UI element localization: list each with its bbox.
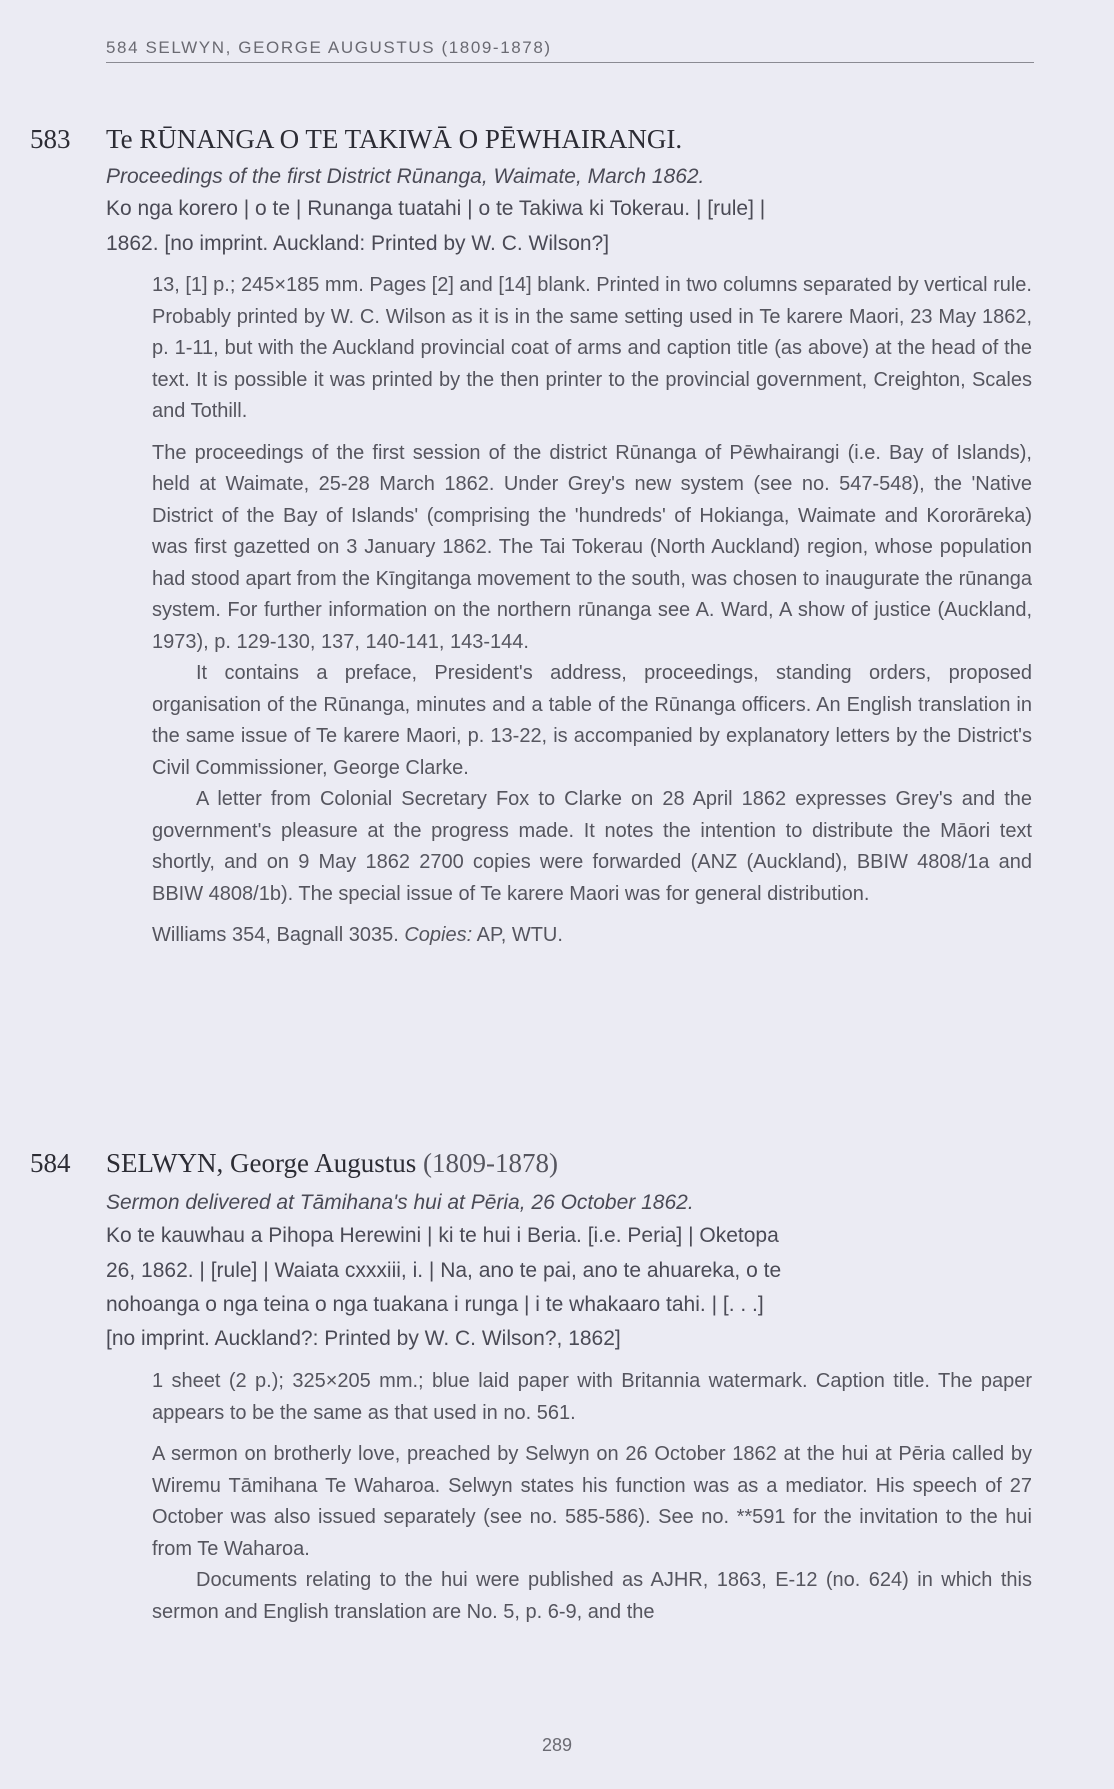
transcription-line: nohoanga o nga teina o nga tuakana i runga | i te whakaaro tahi. | [. . .] — [106, 1293, 764, 1316]
entry-body — [152, 270, 1032, 952]
transcription-text: Ko nga korero | o te | Runanga tuatahi | o te Takiwa ki Tokerau. | [rule] | — [106, 197, 766, 220]
entry-heading — [106, 1148, 1034, 1179]
transcription-line: [no imprint. Auckland?: Printed by W. C. Wilson?, 1862] — [106, 1327, 621, 1350]
entry-heading: Te RŪNANGA O TE TAKIWĀ O PĒWHAIRANGI. — [106, 124, 683, 154]
heading-dates: (1809-1878) — [422, 1148, 558, 1178]
note-paragraph: It contains a preface, President's address, proceedings, standing orders, proposed organisation of the Rūnanga, minutes and a table of the Rūnanga officers. An English translation in the same issue of Te karere Maori, p. 13-22, is accompanied by explanatory letters by the District's Civil Commissioner, George Clarke. — [152, 662, 1032, 779]
running-head: 584 SELWYN, GEORGE AUGUSTUS (1809-1878) — [106, 38, 1034, 63]
copies-locations: AP, WTU. — [476, 924, 563, 946]
entry-number: 583 — [30, 124, 71, 154]
entry-subtitle: Proceedings of the first District Rūnanga, Waimate, March 1862. — [106, 165, 705, 188]
collation-note: 1 sheet (2 p.); 325×205 mm.; blue laid paper with Britannia watermark. Caption title. The paper appears to be the same as that used in no. 561. — [152, 1370, 1032, 1424]
transcription-line: Ko te kauwhau a Pihopa Herewini | ki te hui i Beria. [i.e. Peria] | Oketopa — [106, 1224, 779, 1247]
note-paragraph: The proceedings of the first session of the district Rūnanga of Pēwhairangi (i.e. Bay of Islands), held at Waimate, 25-28 March 1862. Under Grey's new system (see no. 547-548), the 'Native District of the Bay of Islands' (comprising the 'hundreds' of Hokianga, Waimate and Kororāreka) was first gazetted on 3 January 1862. The Tai Tokerau (North Auckland) region, whose population had stood apart from the Kīngitanga movement to the south, was chosen to inaugurate the rūnanga system. For further information on the northern rūnanga see A. Ward, A show of justice (Auckland, 1973), p. 129-130, 137, 140-141, 143-144. — [152, 441, 1032, 653]
transcription-text: 1862. [no imprint. Auckland: Printed by W. C. Wilson?] — [106, 232, 610, 255]
entry-number: 584 — [30, 1148, 71, 1178]
entry-body — [152, 1366, 1032, 1628]
note-paragraph: A letter from Colonial Secretary Fox to Clarke on 28 April 1862 expresses Grey's and the government's pleasure at the progress made. It notes the intention to distribute the Māori text shortly, and on 9 May 1862 2700 copies were forwarded (ANZ (Auckland), BBIW 4808/1a and BBIW 4808/1b). The special issue of Te karere Maori was for general distribution. — [152, 788, 1032, 905]
transcription-line: 26, 1862. | [rule] | Waiata cxxxiii, i. | Na, ano te pai, ano te ahuareka, o te — [106, 1259, 782, 1282]
references — [152, 920, 1032, 952]
copies-label: Copies: — [404, 924, 473, 946]
bibliographic-references: Williams 354, Bagnall 3035. — [152, 924, 399, 946]
note-paragraph: A sermon on brotherly love, preached by Selwyn on 26 October 1862 at the hui at Pēria called by Wiremu Tāmihana Te Waharoa. Selwyn states his function was as a mediator. His speech of 27 October was also issued separately (see no. 585-586). See no. **591 for the invitation to the hui from Te Waharoa. — [152, 1443, 1032, 1560]
entry-subtitle: Sermon delivered at Tāmihana's hui at Pēria, 26 October 1862. — [106, 1191, 694, 1214]
note-paragraph: Documents relating to the hui were published as AJHR, 1863, E-12 (no. 624) in which this sermon and English translation are No. 5, p. 6-9, and the — [152, 1569, 1032, 1623]
heading-name: SELWYN, George Augustus — [106, 1148, 417, 1178]
transcription-line — [106, 228, 1034, 260]
collation-note: 13, [1] p.; 245×185 mm. Pages [2] and [14] blank. Printed in two columns separated by vertical rule. Probably printed by W. C. Wilson as it is in the same setting used in Te karere Maori, 23 May 1862, p. 1-11, but with the Auckland provincial coat of arms and caption title (as above) at the head of the text. It is possible it was printed by the then printer to the provincial government, Creighton, Scales and Tothill. — [152, 274, 1032, 422]
page-number: 289 — [541, 1735, 573, 1755]
transcription-line — [106, 193, 1034, 225]
